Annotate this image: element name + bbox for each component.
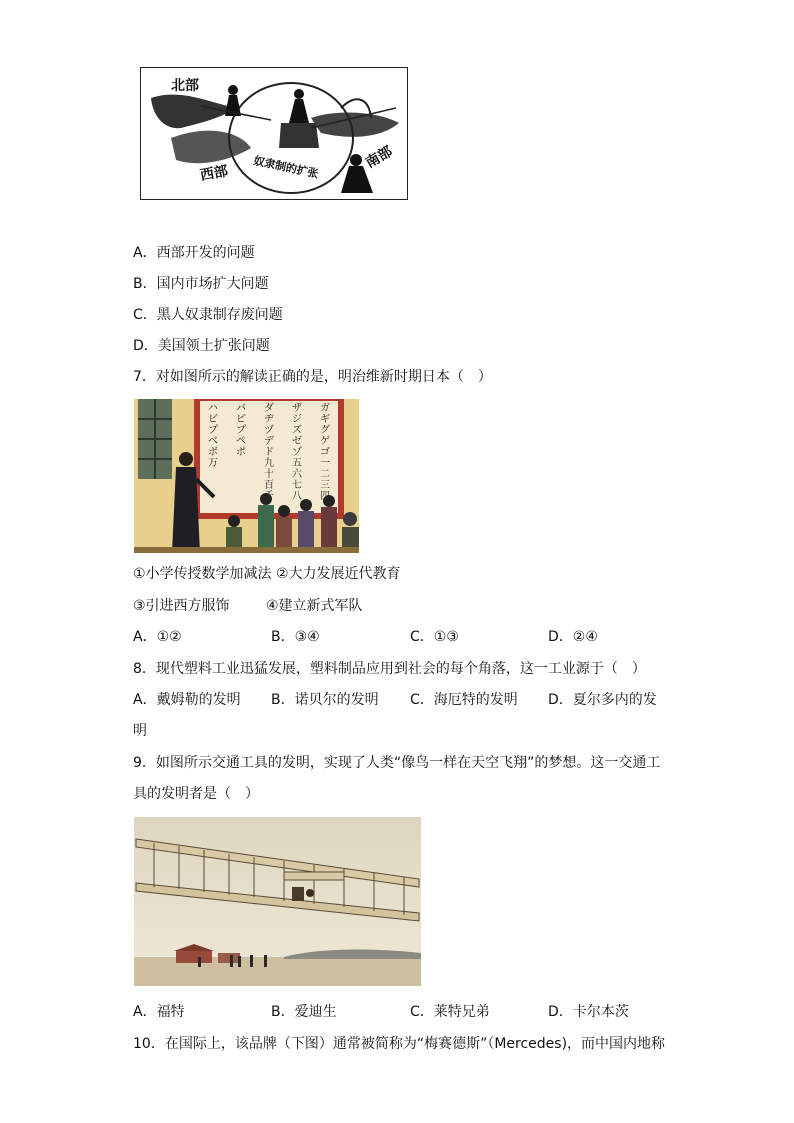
chart-cell: ゴ [320, 447, 330, 458]
chart-column [258, 403, 280, 511]
chart-cell: 七 [292, 480, 302, 491]
chart-column [314, 403, 336, 511]
q7-statement-4: ④建立新式军队 [266, 598, 363, 614]
q8-option-a: A．戴姆勒的发明 [133, 692, 241, 708]
chart-cell: 三 [320, 480, 330, 491]
q6-option-d: D．美国领土扩张问题 [133, 338, 270, 354]
q6-option-c: C．黑人奴隶制存废问题 [133, 307, 283, 323]
slavery-expansion-cartoon [140, 67, 408, 200]
chart-cell: ゲ [320, 436, 330, 447]
chart-cell: ギ [320, 414, 330, 425]
q7-option-c: C．①③ [410, 629, 459, 645]
cartoon-caption: 奴隶制的扩张 [252, 154, 320, 181]
chart-cell: ド [264, 447, 274, 458]
q6-option-a: A．西部开发的问题 [133, 245, 255, 261]
chart-column [202, 403, 224, 511]
q7-statements-line1: ①小学传授数学加减法 ②大力发展近代教育 [133, 566, 401, 582]
q8-option-d: D．夏尔多内的发 [548, 692, 657, 708]
chart-cell: 千 [264, 491, 274, 502]
q7-stem: 7．对如图所示的解读正确的是，明治维新时期日本（ ） [133, 369, 492, 385]
wright-flyer-picture [134, 817, 421, 986]
chart-cell: 万 [208, 458, 218, 469]
q9-option-d: D．卡尔本茨 [548, 1004, 629, 1020]
chart-cell: 九 [264, 458, 274, 469]
q8-option-d-wrap: 明 [133, 723, 147, 739]
chart-cell: 五 [292, 458, 302, 469]
q10-stem: 10．在国际上，该品牌（下图）通常被简称为“梅赛德斯”（Mercedes)，而中国内地称 [133, 1036, 666, 1052]
q7-option-a: A．①② [133, 629, 182, 645]
chart-cell: ゾ [292, 447, 302, 458]
chart-cell: ポ [236, 447, 246, 458]
chart-cell: 六 [292, 469, 302, 480]
chart-cell: ボ [208, 447, 218, 458]
west-label: 西部 [198, 163, 230, 184]
q9-stem-line1: 9．如图所示交通工具的发明，实现了人类“像鸟一样在天空飞翔”的梦想。这一交通工 [133, 755, 661, 771]
chart-cell: 四 [320, 491, 330, 502]
q9-stem-line2: 具的发明者是（ ） [133, 786, 259, 802]
chart-cell: 二 [320, 469, 330, 480]
south-label: 南部 [363, 143, 396, 172]
chart-cell: 十 [264, 469, 274, 480]
q9-option-b: B．爱迪生 [271, 1004, 337, 1020]
chart-cell: ズ [292, 425, 302, 436]
chart-cell: ハ [208, 403, 218, 414]
chart-cell: デ [264, 436, 274, 447]
chart-cell: ザ [292, 403, 302, 414]
kana-number-chart [202, 403, 336, 511]
chart-cell: プ [236, 425, 246, 436]
chart-cell: プ [208, 425, 218, 436]
chart-cell: ピ [236, 414, 246, 425]
q7-statement-3: ③引进西方服饰 [133, 598, 230, 614]
chart-cell: ベ [208, 436, 218, 447]
chart-cell: ヅ [264, 425, 274, 436]
chart-cell: ジ [292, 414, 302, 425]
q9-option-c: C．莱特兄弟 [410, 1004, 490, 1020]
chart-cell: 百 [264, 480, 274, 491]
q8-option-c: C．海厄特的发明 [410, 692, 518, 708]
chart-cell: ゼ [292, 436, 302, 447]
chart-cell: ペ [236, 436, 246, 447]
q6-option-b: B．国内市场扩大问题 [133, 276, 269, 292]
q8-option-b: B．诺贝尔的发明 [271, 692, 379, 708]
chart-cell: 八 [292, 491, 302, 502]
chart-cell: ガ [320, 403, 330, 414]
chart-column [286, 403, 308, 511]
chart-cell: パ [236, 403, 246, 414]
q9-option-a: A．福特 [133, 1004, 185, 1020]
q7-option-d: D．②④ [548, 629, 598, 645]
chart-cell: ダ [264, 403, 274, 414]
chart-cell: グ [320, 425, 330, 436]
chart-cell: ビ [208, 414, 218, 425]
q8-stem: 8．现代塑料工业迅猛发展，塑料制品应用到社会的每个角落，这一工业源于（ ） [133, 661, 646, 677]
meiji-classroom-picture [134, 399, 359, 553]
chart-cell: ヂ [264, 414, 274, 425]
q7-option-b: B．③④ [271, 629, 320, 645]
north-label: 北部 [171, 78, 199, 94]
chart-column [230, 403, 252, 511]
chart-cell: 一 [320, 458, 330, 469]
